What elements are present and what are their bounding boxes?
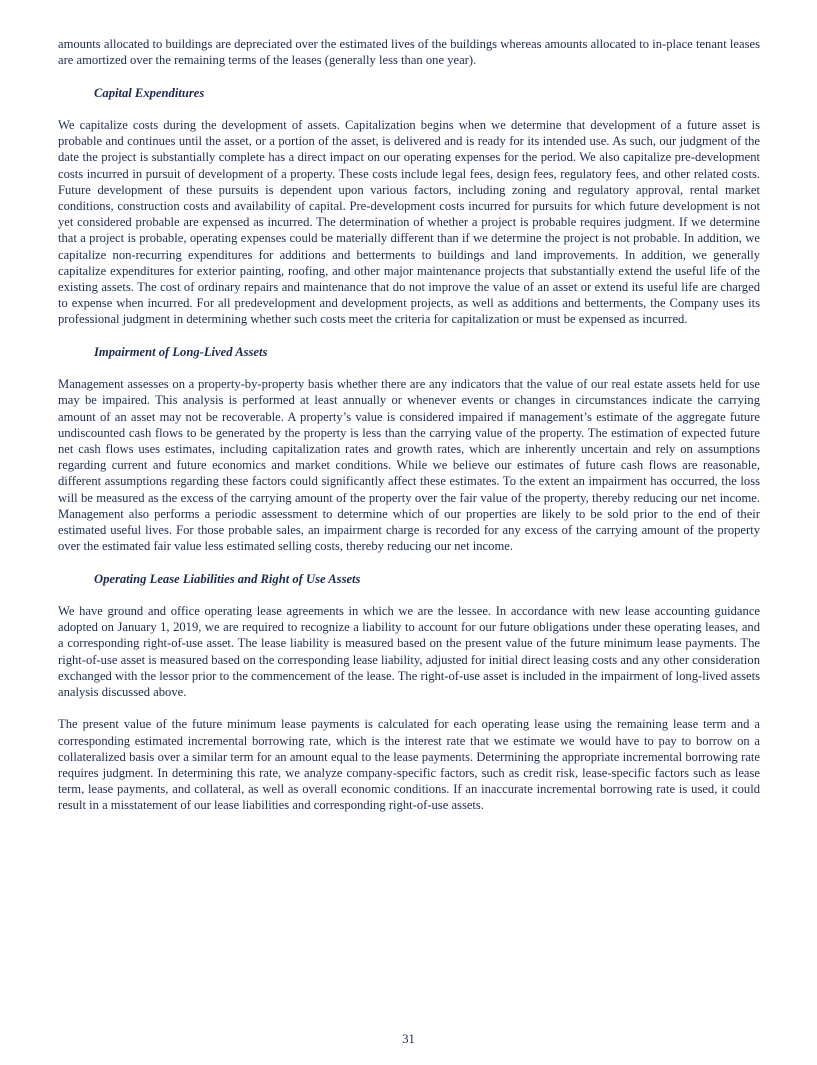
- section-operating-leases: [58, 571, 760, 814]
- section-impairment: [58, 344, 760, 555]
- intro-paragraph: amounts allocated to buildings are depreciated over the estimated lives of the buildings whereas amounts allocated to in-place tenant leases are amortized over the remaining terms of the leases (generally less than one year).: [58, 37, 760, 68]
- body-paragraph: We have ground and office operating lease agreements in which we are the lessee. In accordance with new lease accounting guidance adopted on January 1, 2019, we are required to recognize a liability to account for our future obligations under these operating leases, and a corresponding right-of-use asset. The lease liability is measured based on the present value of the future minimum lease payments. The right-of-use asset is measured based on the corresponding lease liability, adjusted for initial direct leasing costs and any other consideration exchanged with the lessor prior to the commencement of the lease. The right-of-use asset is included in the impairment of long-lived assets analysis discussed above.: [58, 604, 760, 700]
- body-paragraph: The present value of the future minimum lease payments is calculated for each operating lease using the remaining lease term and a corresponding estimated incremental borrowing rate, which is the interest rate that we estimate we would have to pay to borrow on a collateralized basis over a similar term for an amount equal to the lease payments. Determining the appropriate incremental borrowing rate requires judgment. In determining this rate, we analyze company-specific factors, such as credit risk, lease-specific factors such as lease term, lease payments, and collateral, as well as overall economic conditions. If an inaccurate incremental borrowing rate is used, it could result in a misstatement of our lease liabilities and corresponding right-of-use assets.: [58, 717, 760, 813]
- document-page: [58, 36, 760, 814]
- section-capital-expenditures: [58, 85, 760, 328]
- section-heading: Capital Expenditures: [94, 85, 205, 100]
- body-paragraph: Management assesses on a property-by-property basis whether there are any indicators that the value of our real estate assets held for use may be impaired. This analysis is performed at least annually or whenever events or changes in circumstances indicate the carrying amount of an asset may not be recoverable. A property’s value is considered impaired if management’s estimate of the aggregate future undiscounted cash flows to be generated by the property is less than the carrying value of the property. The estimation of expected future net cash flows uses estimates, including capitalization rates and growth rates, which are inherently uncertain and rely on assumptions regarding current and future economics and market conditions. While we believe our estimates of future cash flows are reasonable, different assumptions regarding these factors could significantly affect these estimates. To the extent an impairment has occurred, the loss will be measured as the excess of the carrying amount of the property over the fair value of the property, thereby reducing our net income. Management also performs a periodic assessment to determine which of our properties are likely to be sold prior to the end of their estimated useful lives. For those probable sales, an impairment charge is recorded for any excess of the carrying amount of the property over the estimated fair value less estimated selling costs, thereby reducing our net income.: [58, 377, 760, 554]
- section-heading: Operating Lease Liabilities and Right of Use Assets: [94, 571, 361, 586]
- body-paragraph: We capitalize costs during the development of assets. Capitalization begins when we determine that development of a future asset is probable and continues until the asset, or a portion of the asset, is delivered and is ready for its intended use. As such, our judgment of the date the project is substantially complete has a direct impact on our operating expenses for the period. We also capitalize pre-development costs incurred in pursuit of development of a property. These costs include legal fees, design fees, regulatory fees, and other related costs. Future development of these pursuits is dependent upon various factors, including zoning and regulatory approval, rental market conditions, construction costs and availability of capital. Pre-development costs incurred for pursuits for which future development is not yet considered probable are expensed as incurred. The determination of whether a project is probable requires judgment. If we determine that a project is probable, operating expenses could be materially different than if we determine the project is not probable. In addition, we capitalize non-recurring expenditures for additions and betterments to buildings and land improvements. In addition, we generally capitalize expenditures for exterior painting, roofing, and other major maintenance projects that substantially extend the useful life of the existing assets. The cost of ordinary repairs and maintenance that do not improve the value of an asset or extend its useful life are charged to expense when incurred. For all predevelopment and development projects, as well as additions and betterments, the Company uses its professional judgment in determining whether such costs meet the criteria for capitalization or must be expensed as incurred.: [58, 117, 760, 327]
- page-number: 31: [402, 1032, 415, 1046]
- section-heading: Impairment of Long-Lived Assets: [94, 344, 268, 359]
